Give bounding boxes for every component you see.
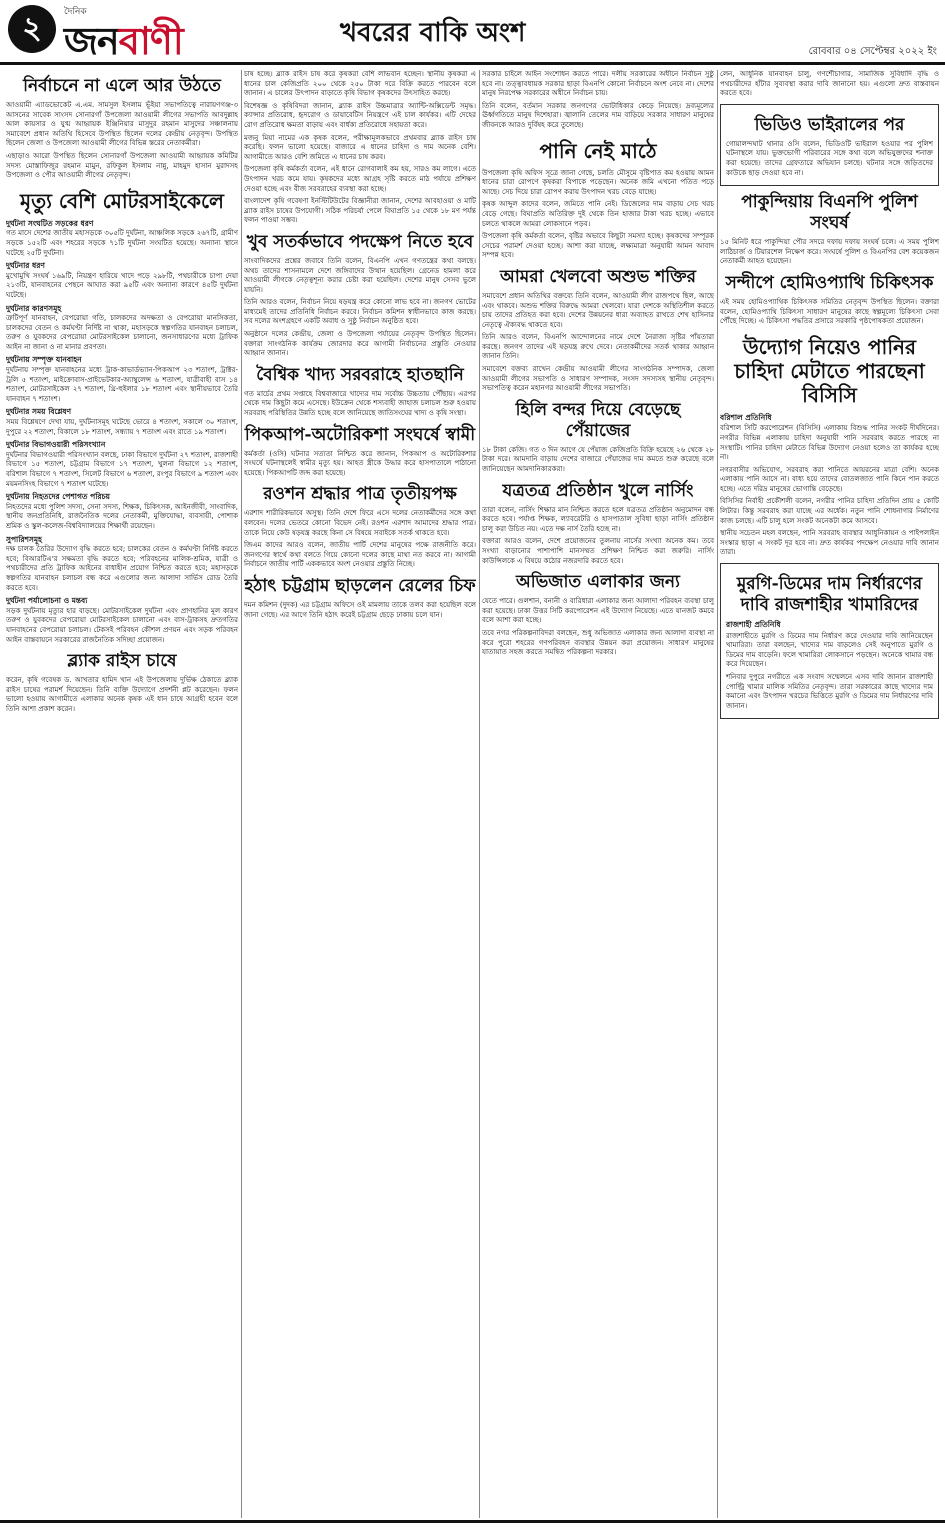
brand-part1: জন bbox=[64, 19, 119, 63]
headline-pickup-collision: পিকআপ-অটোরিকশা সংঘর্ষে স্বামী bbox=[244, 424, 476, 445]
subhead: দুর্ঘটনার ধরণ bbox=[6, 261, 45, 271]
column-1 bbox=[6, 70, 238, 1518]
byline: বরিশাল প্রতিনিধি bbox=[720, 412, 772, 422]
article-text: শনিবার দুপুরে নগরীতে এক সংবাদ সম্মেলনে এসব দাবি জানান রাজশাহী পোল্ট্রি খামার মালিক সমিতির নেতৃবৃন্দ। তারা সরকারের কাছে খাদ্যের দাম কমানো এবং উৎপাদন খরচের ভিত্তিতে মুরগি ও ডিমের দাম নির্ধারণের দাবি জানান। bbox=[726, 673, 933, 710]
headline-nursing: যত্রতত্র প্রতিষ্ঠান খুলে নার্সিং bbox=[502, 480, 694, 501]
subhead: দুর্ঘটনা পর্যালোচনা ও মন্তব্য bbox=[6, 596, 88, 606]
section-title: খবরের বাকি অংশ bbox=[340, 18, 526, 48]
headline-pakundia-clash: পাকুন্দিয়ায় বিএনপি পুলিশ সংঘর্ষ bbox=[741, 192, 918, 234]
article-text: সড়ক দুর্ঘটনায় মৃত্যুর হার বাড়ছে। মোটরসাইকেল দুর্ঘটনা এবং প্রাণহানির মূল কারণ তরুণ ও যুবকদের বেপরোয়া মোটরসাইকেল চালানো এবং বাস-ট্রাকসহ দ্রুতগতির যানবাহনের বেপরোয়া চলাচল। টেকসই পরিবহন কৌশল প্রণয়ন এবং সড়ক পরিবহন আইন বাস্তবায়নে সরকারের রাজনৈতিক সদিচ্ছা প্রয়োজন। bbox=[6, 606, 238, 644]
article-text: সমাবেশে প্রধান অতিথির বক্তব্যে তিনি বলেন, আওয়ামী লীগ রাজপথে ছিল, আছে এবং থাকবে। অশুভ শক্তির বিরুদ্ধে আমরা খেলবো। যারা দেশকে অস্থিতিশীল করতে চায় তাদের প্রতিহত করা হবে। দেশের উন্নয়নের ধারা অব্যাহত রাখতে শেখ হাসিনার নেতৃত্বে ঐক্যবদ্ধ থাকতে হবে। bbox=[482, 291, 714, 329]
headline-no-water: পানি নেই মাঠে bbox=[539, 138, 657, 163]
article-text: দুর্ঘটনার বিভাগওয়ারী পরিসংখ্যান বলছে, ঢাকা বিভাগে দুর্ঘটনা ২৭ শতাংশ, রাজশাহী বিভাগে ১৫ শতাংশ, চট্টগ্রাম বিভাগে ১৭ শতাংশ, খুলনা বিভাগে ১২ শতাংশ, বরিশাল বিভাগে ৭ শতাংশ, সিলেট বিভাগে ৬ শতাংশ, রংপুর বিভাগে ৯ শতাংশ এবং ময়মনসিংহ বিভাগে ৭ শতাংশ ঘটেছে। bbox=[6, 450, 238, 488]
article-text: কর্মকর্তা (ওসি) ঘটনার সত্যতা নিশ্চিত করে জানান, পিকআপ ও অটোরিকশার সংঘর্ষে ঘটনাস্থলেই স্বামীর মৃত্যু হয়। আহত স্ত্রীকে উদ্ধার করে হাসপাতালে পাঠানো হয়েছে। পিকআপটি জব্দ করা হয়েছে। bbox=[244, 449, 476, 477]
article-text: মুখোমুখি সংঘর্ষ ১৬৯টি, নিয়ন্ত্রণ হারিয়ে খাদে পড়ে ২৯৮টি, পথচারীকে চাপা দেয়া ২১৩টি, যানবাহনের পেছনে আঘাত করা ৯৫টি এবং অন্যান্য কারণে ৪৫টি দুর্ঘটনা ঘটেছে। bbox=[6, 271, 238, 299]
column-divider bbox=[241, 70, 242, 1518]
article-text: নিহতদের মধ্যে পুলিশ সদস্য, সেনা সদস্য, শিক্ষক, চিকিৎসক, আইনজীবী, সাংবাদিক, স্থানীয় জনপ্রতিনিধি, রাজনৈতিক দলের নেতাকর্মী, মুক্তিযোদ্ধা, ব্যবসায়ী, পোশাক শ্রমিক ও স্কুল-কলেজ-বিশ্ববিদ্যালয়ের শিক্ষার্থী রয়েছেন। bbox=[6, 502, 238, 530]
headline-motorcycle-deaths: মৃত্যু বেশি মোটরসাইকেলে bbox=[20, 188, 224, 213]
column-3 bbox=[482, 70, 714, 1518]
headline-careful-steps: খুব সতর্কভাবে পদক্ষেপ নিতে হবে bbox=[246, 231, 474, 252]
article-text: স্থানীয় সচেতন মহল বলছেন, পানি সরবরাহ ব্যবস্থার আধুনিকায়ন ও পাইপলাইন সংস্কার ছাড়া এ সংকট দূর হবে না। দ্রুত কার্যকর পদক্ষেপ নেওয়ার দাবি জানান তারা। bbox=[720, 529, 939, 557]
column-2 bbox=[244, 70, 476, 1518]
article-text: সাংবাদিকদের প্রশ্নের জবাবে তিনি বলেন, বিএনপি এখন গণতন্ত্রের কথা বলছে। অথচ তাদের শাসনামলে দেশে জঙ্গিবাদের উত্থান হয়েছিল। গ্রেনেড হামলা করে আওয়ামী লীগকে নেতৃত্বশূন্য করার চেষ্টা করা হয়েছিল। দেশের মানুষ সেসব ভুলে যায়নি। bbox=[244, 256, 476, 294]
headline-bcc-water: উদ্যোগ নিয়েও পানির চাহিদা মেটাতে পারছেনা বিসিসি bbox=[734, 334, 925, 407]
brand-part2: বাণী bbox=[118, 19, 183, 63]
article-text: তিনি আরও বলেন, নির্বাচন নিয়ে ষড়যন্ত্র করে কোনো লাভ হবে না। জনগণ ভোটের মাধ্যমেই তাদের প্রতিনিধি নির্বাচন করবে। নির্বাচন কমিশন স্বাধীনভাবে কাজ করছে। সব দলের অংশগ্রহণে একটি অবাধ ও সুষ্ঠু নির্বাচন অনুষ্ঠিত হবে। bbox=[244, 298, 476, 326]
article-text: বিসিসির নির্বাহী প্রকৌশলী বলেন, নগরীর পানির চাহিদা প্রতিদিন প্রায় ৫ কোটি লিটার। কিন্তু সরবরাহ করা যাচ্ছে এর অর্ধেক। নতুন পানি শোধনাগার নির্মাণের কাজ চলছে। এটি চালু হলে সংকট অনেকটা কমে আসবে। bbox=[720, 497, 939, 525]
article-box-poultry bbox=[720, 563, 939, 719]
article-text: লেন, আধুনিক যানবাহন চালু, গণশৌচাগার, সামাজিক সুবিধাদি বৃদ্ধি ও পথচারীদের হাঁটার সুব্যবস্থা করার দাবি জানানো হয়। এগুলো দ্রুত বাস্তবায়ন করতে হবে। bbox=[720, 70, 939, 98]
headline-black-rice: ব্ল্যাক রাইস চাষে bbox=[67, 651, 177, 672]
article-text: চাষ হচ্ছে। ব্ল্যাক রাইস চাষ করে কৃষকরা বেশি লাভবান হচ্ছেন। স্থানীয় কৃষকরা এ ধানের চাল কেজিপ্রতি ২০০ থেকে ২৫০ টাকা দরে বিক্রি করতে পারবেন বলে জানান। এ চালের উৎপাদন বাড়াতে কৃষি বিভাগ কৃষকদের উৎসাহিত করছে। bbox=[244, 70, 476, 98]
article-text: ত্রুটিপূর্ণ যানবাহন, বেপরোয়া গতি, চালকদের অদক্ষতা ও বেপরোয়া মানসিকতা, চালকদের বেতন ও কর্মঘণ্টা নির্দিষ্ট না থাকা, মহাসড়কে স্বল্পগতির যানবাহন চলাচল, তরুণ ও যুবকদের বেপরোয়া মোটরসাইকেল চালানো, জনসাধারণের মধ্যে ট্রাফিক আইন না জানা ও না মানার প্রবণতা। bbox=[6, 314, 238, 351]
article-text: গত মাসে দেশের জাতীয় মহাসড়কে ৩০৫টি দুর্ঘটনা, আঞ্চলিক সড়কে ২৬৭টি, গ্রামীণ সড়কে ১৫২টি এবং শহরের সড়কে ৭১টি দুর্ঘটনা সংঘটিত হয়েছে। অন্যান্য স্থানে ঘটেছে ২৫টি দুর্ঘটনা। bbox=[6, 229, 238, 257]
article-text: এছাড়াও আরো উপস্থিত ছিলেন সোনারগাঁ উপজেলা আওয়ামী আহ্বায়ক কমিটির সদস্য মোস্তাফিজুর রহমান মামুন, রফিকুল ইসলাম নান্নু, মাহমুদ হাসান মুরাদসহ উপজেলা ও পৌর আওয়ামী লীগের নেতৃবৃন্দ। bbox=[6, 151, 238, 180]
article-text: উপজেলা কৃষি কর্মকর্তা বলেন, এই ধানে রোগবালাই কম হয়, সারও কম লাগে। এতে উৎপাদন খরচ কমে যায়। কৃষকদের মধ্যে আগ্রহ সৃষ্টি করতে মাঠ পর্যায়ে প্রশিক্ষণ দেওয়া হচ্ছে এবং বীজ সরবরাহের ব্যবস্থা করা হচ্ছে। bbox=[244, 165, 476, 193]
article-text: জিএম কাদের আরও বলেন, জাতীয় পার্টি দেশের মানুষের পক্ষে রাজনীতি করে। জনগণের স্বার্থে কথা বলতে গিয়ে কোনো দলের কাছে মাথা নত করবে না। আগামী নির্বাচনে জাতীয় পার্টি এককভাবে অংশ নেওয়ার প্রস্তুতি নিচ্ছে। bbox=[244, 541, 476, 569]
headline-hili-onion: হিলি বন্দর দিয়ে বেড়েছে পেঁয়াজের bbox=[515, 399, 681, 441]
article-text: তারা বলেন, নার্সিং শিক্ষার মান নিশ্চিত করতে হলে যত্রতত্র প্রতিষ্ঠান অনুমোদন বন্ধ করতে হবে। পর্যাপ্ত শিক্ষক, ল্যাবরেটরি ও হাসপাতাল সুবিধা ছাড়া নার্সিং প্রতিষ্ঠান চালু করা উচিত নয়। এতে দক্ষ নার্স তৈরি হচ্ছে না। bbox=[482, 505, 714, 533]
article-text: এরশাদ শারীরিকভাবে অসুস্থ। তিনি দেশে ফিরে এসে দলের নেতাকর্মীদের সঙ্গে কথা বলবেন। দলের ভেতরে কোনো বিভেদ নেই। রওশন এরশাদ আমাদের শ্রদ্ধার পাত্র। তাকে নিয়ে কেউ ষড়যন্ত্র করছে কিনা সে বিষয়ে সবাইকে সতর্ক থাকতে হবে। bbox=[244, 509, 476, 537]
headline-poultry-price: মুরগি-ডিমের দাম নির্ধারণের দাবি রাজশাহীর খামারিদের bbox=[736, 574, 923, 616]
brand-tagline: দৈনিক bbox=[64, 7, 87, 17]
article-text: বিশেষজ্ঞ ও কৃষিবিদরা জানান, ব্ল্যাক রাইস উচ্চমাত্রার অ্যান্টি-অক্সিডেন্ট সমৃদ্ধ। ক্যান্সার প্রতিরোধ, হৃদরোগ ও ডায়াবেটিস নিয়ন্ত্রণে এই চাল কার্যকর। এটি দেহের রোগ প্রতিরোধ ক্ষমতা বাড়ায় এবং বার্ধক্য প্রতিরোধে সহায়তা করে। bbox=[244, 101, 476, 129]
subhead: দুর্ঘটনার কারণসমূহ bbox=[6, 303, 62, 313]
article-text: দুর্ঘটনায় সম্পৃক্ত যানবাহনের মধ্যে ট্রাক-কাভার্ডভ্যান-পিকআপ ২৩ শতাংশ, ট্রাক্টর-ট্রলি ৫ শতাংশ, মাইক্রোবাস-প্রাইভেটকার-অ্যাম্বুলেন্স ৬ শতাংশ, যাত্রীবাহী বাস ১৪ শতাংশ, মোটরসাইকেল ২৭ শতাংশ, থ্রি-হুইলার ১৮ শতাংশ এবং স্থানীয়ভাবে তৈরি যানবাহন ৭ শতাংশ। bbox=[6, 366, 238, 403]
article-text: বাংলাদেশ কৃষি গবেষণা ইনস্টিটিউটের বিজ্ঞানীরা জানান, দেশের আবহাওয়া ও মাটি ব্ল্যাক রাইস চাষের উপযোগী। সঠিক পরিচর্যা পেলে বিঘাপ্রতি ১৫ থেকে ১৮ মণ পর্যন্ত ফলন পাওয়া সম্ভব। bbox=[244, 197, 476, 225]
masthead bbox=[0, 0, 945, 65]
subhead: দুর্ঘটনার সময় বিশ্লেষণ bbox=[6, 407, 72, 417]
headline-homeopathy: সন্দীপে হোমিওপ্যাথি চিকিৎসক bbox=[725, 272, 934, 293]
article-text: যেতে পারে। গুলশান, বনানী ও বারিধারা এলাকার জন্য আলাদা পরিবহন ব্যবস্থা চালু করা হয়েছে। ঢাকা উত্তর সিটি করপোরেশন এই উদ্যোগ নিয়েছে। এতে যানজট কমবে বলে আশা করা হচ্ছে। bbox=[482, 597, 714, 625]
article-text: সমাবেশে বক্তব্য রাখেন কেন্দ্রীয় আওয়ামী লীগের সাংগঠনিক সম্পাদক, জেলা আওয়ামী লীগের সভাপতি ও সাধারণ সম্পাদক, সংসদ সদস্যসহ স্থানীয় নেতৃবৃন্দ। সভাপতিত্ব করেন মহানগর আওয়ামী লীগের সভাপতি। bbox=[482, 365, 714, 393]
headline-global-food: বৈশ্বিক খাদ্য সরবরাহে হাতছানি bbox=[256, 364, 464, 385]
article-box-video bbox=[720, 104, 939, 186]
article-text: বরিশাল সিটি করপোরেশন (বিসিসি) এলাকায় বিশুদ্ধ পানির সংকট দীর্ঘদিনের। নগরীর বিভিন্ন এলাকায় চাহিদা অনুযায়ী পানি সরবরাহ করতে পারছে না সংস্থাটি। পানির চাহিদা মেটাতে বিভিন্ন উদ্যোগ নেওয়া হলেও তা কার্যকর হচ্ছে না। bbox=[720, 424, 939, 462]
article-text: ১৫ মিনিট ধরে পাকুন্দিয়া পৌর সদরে দফায় দফায় সংঘর্ষ চলে। এ সময় পুলিশ লাঠিচার্জ ও টিয়ারশেল নিক্ষেপ করে। সংঘর্ষে পুলিশ ও বিএনপির বেশ কয়েকজন নেতাকর্মী আহত হয়েছেন। bbox=[720, 238, 939, 266]
headline-elite-area: অভিজাত এলাকার জন্য bbox=[516, 572, 680, 593]
article-text: দমন কমিশন (দুদক) এর চট্টগ্রাম অফিসে ওই মামলায় তাকে তলব করা হয়েছিল বলে জানা গেছে। এর আগে তিনি হঠাৎ করেই চট্টগ্রাম ছেড়ে ঢাকায় চলে যান। bbox=[244, 600, 476, 619]
dateline: রোববার ০৪ সেপ্টেম্বর ২০২২ ইং bbox=[808, 46, 937, 57]
byline: রাজশাহী প্রতিনিধি bbox=[726, 620, 781, 630]
headline-railway-chief: হঠাৎ চট্টগ্রাম ছাড়লেন রেলের চিফ bbox=[244, 575, 476, 596]
column-4 bbox=[720, 70, 939, 1518]
subhead: দুর্ঘটনা সংঘটিত সড়কের ধরণ bbox=[6, 218, 94, 228]
article-text: তিনি বলেন, বর্তমান সরকার জনগণের ভোটাধিকার কেড়ে নিয়েছে। দ্রব্যমূল্যের ঊর্ধ্বগতিতে মানুষ দিশেহারা। জ্বালানি তেলের দাম বাড়িয়ে সরকার সাধারণ মানুষের জীবনকে আরও দুর্বিষহ করে তুলেছে। bbox=[482, 101, 714, 129]
article-text: মজনু মিয়া নামের এক কৃষক বলেন, পরীক্ষামূলকভাবে প্রথমবার ব্ল্যাক রাইস চাষ করেছি। ফলন ভালো হয়েছে। বাজারে এ ধানের চাহিদা ও দাম অনেক বেশি। আগামীতে আরও বেশি জমিতে এ ধানের চাষ করব। bbox=[244, 133, 476, 161]
article-text: ১৮ টাকা কেজি। গত ৩ দিন আগে যে পেঁয়াজ কেজিপ্রতি বিক্রি হয়েছে ২৬ থেকে ২৮ টাকা দরে। আমদানি বাড়ায় দেশের বাজারে পেঁয়াজের দাম কমতে শুরু করেছে বলে জানিয়েছেন আমদানিকারকরা। bbox=[482, 445, 714, 474]
article-text: সরকার চাইলে আইন সংশোধন করতে পারে। দলীয় সরকারের অধীনে নির্বাচন সুষ্ঠু হবে না। তত্ত্বাবধায়ক সরকার ছাড়া বিএনপি কোনো নির্বাচনে অংশ নেবে না। দেশের মানুষ নিরপেক্ষ সরকারের অধীনে নির্বাচন চায়। bbox=[482, 70, 714, 98]
headline-rowshan: রওশন শ্রদ্ধার পাত্র তৃতীয়পক্ষ bbox=[263, 484, 457, 505]
headline-election: নির্বাচনে না এলে আর উঠতে bbox=[23, 76, 221, 96]
subhead: দুর্ঘটনার বিভাগওয়ারী পরিসংখ্যান bbox=[6, 440, 106, 450]
article-text: কৃষক আব্দুল কাদের বলেন, জমিতে পানি নেই। ডিজেলের দাম বাড়ায় সেচ খরচ বেড়ে গেছে। বিঘাপ্রতি অতিরিক্ত দুই থেকে তিন হাজার টাকা খরচ হচ্ছে। এভাবে চলতে থাকলে আমরা লোকসানে পড়ব। bbox=[482, 200, 714, 228]
article-text: করেন, কৃষি গবেষক ড. আখতার হামিদ খান এই উপজেলায় দুর্ভিক্ষ ঠেকাতে ব্ল্যাক রাইস চাষের পরামর্শ দিয়েছেন। তিনি ব্যক্তি উদ্যোগে প্রদর্শনী প্লট করেছেন। ফলন ভালো হওয়ায় আগামীতে এলাকার অনেক কৃষক এই ধান চাষে আগ্রহী হবেন বলে তিনি আশা প্রকাশ করেন। bbox=[6, 676, 238, 713]
subhead: সুপারিশসমূহ bbox=[6, 534, 42, 544]
column-divider bbox=[717, 70, 718, 1518]
article-text: গোয়ালন্দঘাট থানার ওসি বলেন, ভিডিওটি ভাইরাল হওয়ার পর পুলিশ ঘটনাস্থলে যায়। ভুক্তভোগী পরিবারের সঙ্গে কথা বলে অভিযুক্তদের শনাক্ত করা হয়েছে। তাদের গ্রেফতারে অভিযান চলছে। ঘটনার সঙ্গে জড়িতদের কাউকে ছাড় দেওয়া হবে না। bbox=[726, 139, 933, 177]
article-text: উপজেলা কৃষি কর্মকর্তা বলেন, বৃষ্টির অভাবে কিছুটা সমস্যা হচ্ছে। কৃষকদের সম্পূরক সেচের পরামর্শ দেওয়া হচ্ছে। আশা করা যাচ্ছে, লক্ষ্যমাত্রা অনুযায়ী আমন আবাদ সম্পন্ন হবে। bbox=[482, 232, 714, 260]
footer-rule bbox=[0, 1520, 945, 1523]
headline-video-viral: ভিডিও ভাইরালের পর bbox=[754, 114, 905, 135]
subhead: দুর্ঘটনায় নিহতদের পেশাগত পরিচয় bbox=[6, 492, 110, 502]
article-text: তবে নগর পরিকল্পনাবিদরা বলছেন, শুধু অভিজাত এলাকার জন্য আলাদা ব্যবস্থা না করে পুরো শহরের গণপরিবহন ব্যবস্থার উন্নয়ন করা প্রয়োজন। সাধারণ মানুষের যাতায়াত সহজ করতে সমন্বিত পরিকল্পনা দরকার। bbox=[482, 628, 714, 657]
article-text: তিনি আরও বলেন, বিএনপি আন্দোলনের নামে দেশে নৈরাজ্য সৃষ্টির পাঁয়তারা করছে। জনগণ তাদের এই ষড়যন্ত্র রুখে দেবে। নেতাকর্মীদের সতর্ক থাকার আহ্বান জানান তিনি। bbox=[482, 333, 714, 361]
article-text: বক্তারা আরও বলেন, দেশে প্রয়োজনের তুলনায় নার্সের সংখ্যা অনেক কম। তবে সংখ্যা বাড়ানোর পাশাপাশি মানসম্মত প্রশিক্ষণ নিশ্চিত করা জরুরি। নার্সিং কাউন্সিলকে এ বিষয়ে কঠোর নজরদারি করতে হবে। bbox=[482, 537, 714, 565]
article-text: রাজশাহীতে মুরগি ও ডিমের দাম নির্ধারণ করে দেওয়ার দাবি জানিয়েছেন খামারিরা। তারা বলছেন, খাদ্যের দাম বাড়লেও সেই অনুপাতে মুরগি ও ডিমের দাম বাড়েনি। ফলে খামারিরা লোকসানে পড়ছেন। অনেকে খামার বন্ধ করে দিয়েছেন। bbox=[726, 631, 933, 669]
article-text: আওয়ামী এ্যাডভোকেট এ.এম. সামসুল ইসলাম ভূঁইয়া সভাপতিত্বে নারায়ণগঞ্জ-৩ আসনের সাবেক সাংসদ সোনারগাঁ উপজেলা আওয়ামী লীগের সভাপতি আবদুল্লাহ আল কায়সার ও যুগ্ম আহ্বায়ক ইঞ্জিনিয়ার মাসুদুর রহমান মাসুদের সঞ্চালনায় সমাবেশে প্রধান অতিথি হিসেবে উপস্থিত ছিলেন দলের কেন্দ্রীয় নেতৃবৃন্দ। উপস্থিত ছিলেন জেলা ও উপজেলা আওয়ামী লীগের বিভিন্ন স্তরের নেতাকর্মীরা। bbox=[6, 101, 238, 148]
brand-logo bbox=[64, 12, 183, 76]
headline-evil-force: আমরা খেলবো অশুভ শক্তির bbox=[499, 266, 697, 287]
article-text: সময় বিশ্লেষণে দেখা যায়, দুর্ঘটনাসমূহ ঘটেছে ভোরে ৪ শতাংশ, সকালে ৩০ শতাংশ, দুপুরে ২২ শতাংশ, বিকালে ১৮ শতাংশ, সন্ধ্যায় ৭ শতাংশ এবং রাতে ১৯ শতাংশ। bbox=[6, 418, 238, 436]
article-text: দক্ষ চালক তৈরির উদ্যোগ বৃদ্ধি করতে হবে; চালকের বেতন ও কর্মঘণ্টা নির্দিষ্ট করতে হবে; বিআরটিএ'র সক্ষমতা বৃদ্ধি করতে হবে; পরিবহনের মালিক-শ্রমিক, যাত্রী ও পথচারীদের প্রতি ট্রাফিক আইনের বাধাহীন প্রয়োগ নিশ্চিত করতে হবে; মহাসড়কে স্বল্পগতির যানবাহন চলাচল বন্ধ করে এগুলোর জন্য আলাদা সার্ভিস রোড তৈরি করতে হবে। bbox=[6, 545, 238, 592]
article-text: অনুষ্ঠানে দলের কেন্দ্রীয়, জেলা ও উপজেলা পর্যায়ের নেতৃবৃন্দ উপস্থিত ছিলেন। বক্তারা সাংগঠনিক কার্যক্রম জোরদার করে আগামী নির্বাচনের প্রস্তুতি নেওয়ার আহ্বান জানান। bbox=[244, 330, 476, 358]
column-divider bbox=[479, 70, 480, 1518]
article-text: গত মার্চের প্রথম সপ্তাহে বিশ্ববাজারে খাদ্যের দাম সর্বোচ্চ উচ্চতায় পৌঁছায়। এরপর থেকে দাম কিছুটা কমে এসেছে। ইউক্রেন থেকে শস্যবাহী জাহাজ চলাচল শুরু হওয়ায় সরবরাহ পরিস্থিতির উন্নতি হচ্ছে বলে জানিয়েছে জাতিসংঘের খাদ্য ও কৃষি সংস্থা। bbox=[244, 389, 476, 418]
article-text: উপজেলা কৃষি অফিস সূত্রে জানা গেছে, চলতি মৌসুমে বৃষ্টিপাত কম হওয়ায় আমন ধানের চারা রোপণে কৃষকরা বিপাকে পড়েছেন। অনেক জমি এখনো পতিত পড়ে আছে। সেচ দিয়ে চারা রোপণ করায় উৎপাদন খরচ বেড়ে যাচ্ছে। bbox=[482, 168, 714, 196]
article-text: নগরবাসীর অভিযোগ, সরবরাহ করা পানিতে আয়রনের মাত্রা বেশি। অনেক এলাকায় পানি আসে না। বাধ্য হয়ে তাদের বোতলজাত পানি কিনে পান করতে হচ্ছে। এতে দরিদ্র মানুষের ভোগান্তি বেড়েছে। bbox=[720, 465, 939, 493]
subhead: দুর্ঘটনায় সম্পৃক্ত যানবাহন bbox=[6, 355, 82, 365]
page-number: ২ bbox=[8, 5, 56, 53]
article-text: এই সময় হোমিওপ্যাথিক চিকিৎসক সমিতির নেতৃবৃন্দ উপস্থিত ছিলেন। বক্তারা বলেন, হোমিওপ্যাথি চিকিৎসা সাধারণ মানুষের কাছে স্বল্পমূল্যে চিকিৎসা সেবা পৌঁছে দিচ্ছে। এ চিকিৎসা পদ্ধতির প্রসারে সরকারি পৃষ্ঠপোষকতা প্রয়োজন। bbox=[720, 297, 939, 326]
